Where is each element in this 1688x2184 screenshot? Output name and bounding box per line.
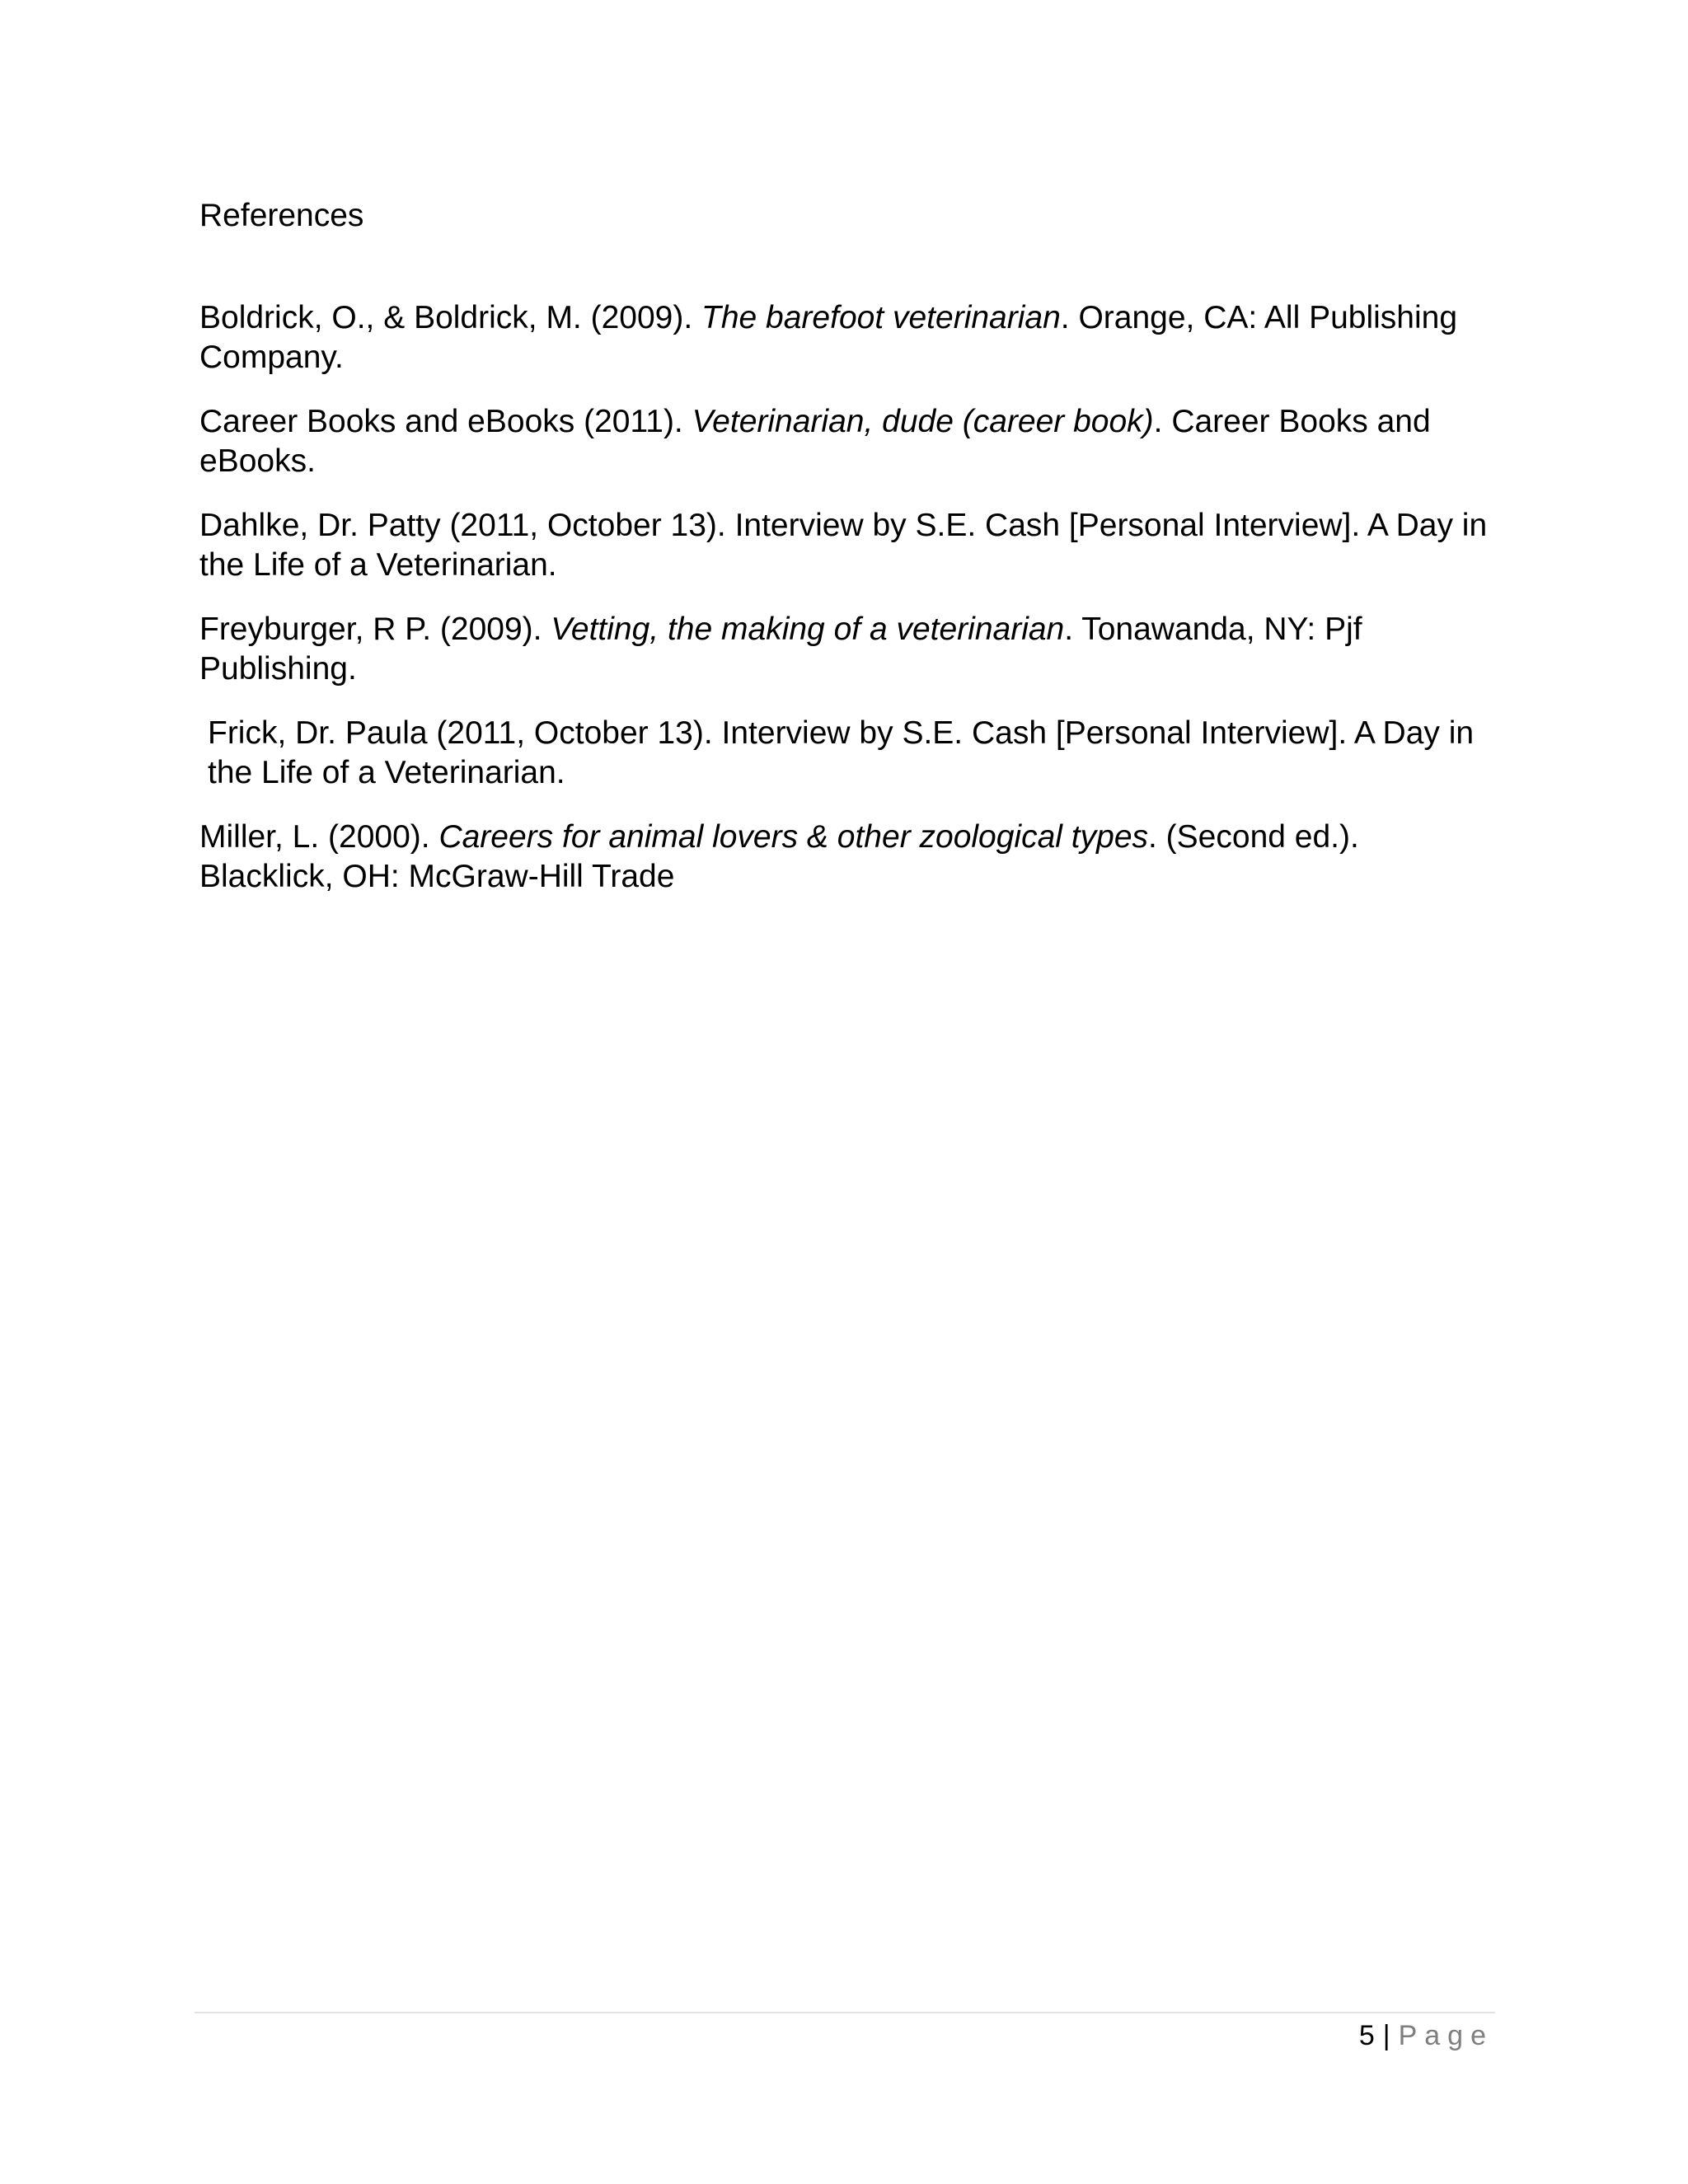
reference-text: Dahlke, Dr. Patty (2011, October 13). Interview by S.E. Cash [Personal Interview]. A Day in the Life of a Veterinarian. <box>199 508 1488 583</box>
footer-divider <box>195 2012 1495 2013</box>
references-heading: References <box>199 198 364 233</box>
reference-text: Frick, Dr. Paula (2011, October 13). Interview by S.E. Cash [Personal Interview]. A Day in the Life of a Veterinarian. <box>208 715 1475 790</box>
reference-text: . Career Books and eBooks. <box>199 404 1431 479</box>
reference-list <box>199 298 1502 921</box>
reference-text: . Tonawanda, NY: Pjf Publishing. <box>199 612 1362 687</box>
reference-entry <box>199 402 1502 481</box>
page-footer <box>1359 2018 1493 2054</box>
page-number: 5 <box>1358 2020 1375 2051</box>
reference-title: The barefoot veterinarian <box>701 300 1061 335</box>
reference-entry <box>199 298 1502 377</box>
reference-text: . Orange, CA: All Publishing Company. <box>199 300 1458 375</box>
reference-text: Freyburger, R P. (2009). <box>199 612 551 647</box>
reference-title: Vetting, the making of a veterinarian <box>551 612 1065 647</box>
reference-entry <box>199 818 1502 897</box>
reference-title: Careers for animal lovers & other zoological types <box>438 819 1149 855</box>
page-label: Page <box>1398 2020 1493 2051</box>
reference-title: Veterinarian, dude (career book) <box>692 404 1154 439</box>
reference-entry <box>199 714 1502 793</box>
reference-entry <box>199 610 1502 689</box>
reference-text: Boldrick, O., & Boldrick, M. (2009). <box>199 300 702 335</box>
reference-text: Miller, L. (2000). <box>199 819 439 855</box>
reference-text: Career Books and eBooks (2011). <box>199 404 692 439</box>
footer-separator: | <box>1382 2020 1390 2051</box>
reference-text: . (Second ed.). Blacklick, OH: McGraw-Hill Trade <box>199 819 1359 894</box>
reference-entry <box>199 506 1502 585</box>
